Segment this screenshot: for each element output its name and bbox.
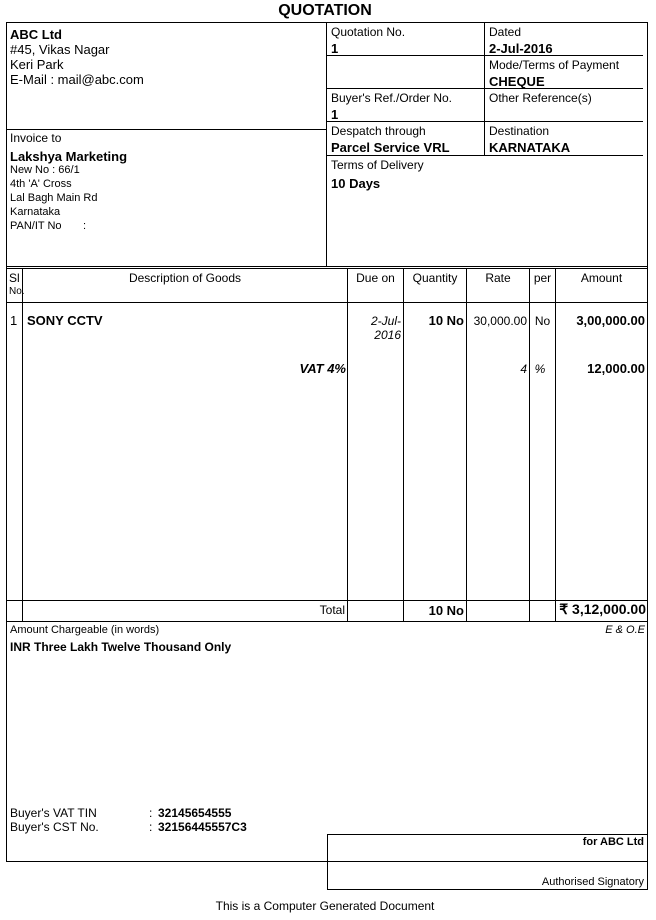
seller-address-line: #45, Vikas Nagar xyxy=(10,42,110,57)
row-description: SONY CCTV xyxy=(27,313,103,328)
fields-row-line-2 xyxy=(326,88,643,89)
cst-sep: : xyxy=(149,820,153,834)
header-amount: Amount xyxy=(580,271,623,285)
destination-label: Destination xyxy=(489,124,550,138)
terms-delivery-value: 10 Days xyxy=(331,176,381,191)
buyer-address-line: Lal Bagh Main Rd xyxy=(10,192,98,204)
payment-mode-label: Mode/Terms of Payment xyxy=(489,58,620,72)
seller-block xyxy=(10,27,144,87)
amount-words-value: INR Three Lakh Twelve Thousand Only xyxy=(10,640,232,654)
row-per: No xyxy=(534,314,551,328)
frame-left xyxy=(6,22,7,862)
frame-top xyxy=(6,22,648,23)
buyer-address-line: Karnataka xyxy=(10,206,61,218)
destination-value: KARNATAKA xyxy=(489,140,571,155)
vat-label: VAT 4% xyxy=(299,361,346,376)
footer-note: This is a Computer Generated Document xyxy=(215,899,435,913)
total-quantity: 10 No xyxy=(428,603,464,618)
buyer-pan-label: PAN/IT No : xyxy=(10,220,87,232)
vat-tin-sep: : xyxy=(149,806,153,820)
despatch-value: Parcel Service VRL xyxy=(331,140,450,155)
header-description: Description of Goods xyxy=(128,271,242,285)
fields-divider xyxy=(484,22,485,156)
signature-box-right xyxy=(647,861,648,890)
total-label: Total xyxy=(319,603,345,617)
row-amount: 3,00,000.00 xyxy=(576,313,645,328)
total-amount-cell xyxy=(556,601,646,617)
for-company-label: for ABC Ltd xyxy=(582,836,644,848)
vat-tin-label: Buyer's VAT TIN xyxy=(10,806,97,820)
row-sl: 1 xyxy=(10,313,18,328)
eoe-label: E & O.E xyxy=(605,624,645,636)
header-sl: Sl xyxy=(9,271,20,285)
authorised-signatory: Authorised Signatory xyxy=(541,876,644,888)
other-ref-label: Other Reference(s) xyxy=(489,91,592,105)
buyer-name: Lakshya Marketing xyxy=(10,149,128,164)
fields-row-line-3 xyxy=(326,121,643,122)
signature-box-left-lower xyxy=(327,861,328,890)
signature-box-bottom xyxy=(327,889,648,890)
table-top-line xyxy=(6,268,648,269)
buyer-address-line: 4th 'A' Cross xyxy=(10,178,72,190)
buyers-ref-label: Buyer's Ref./Order No. xyxy=(331,91,452,105)
invoice-to-block xyxy=(10,131,127,233)
frame-right xyxy=(647,22,648,862)
invoice-to-label: Invoice to xyxy=(10,131,62,145)
table-total-top-line xyxy=(6,600,648,601)
dated-label: Dated xyxy=(489,25,522,39)
total-amount: 3,12,000.00 xyxy=(572,601,646,617)
signature-box-left xyxy=(327,834,328,862)
rupee-icon: ₹ xyxy=(559,601,569,617)
cst-value: 32156445557C3 xyxy=(158,820,247,834)
quotation-no-value: 1 xyxy=(331,41,339,56)
terms-delivery-label: Terms of Delivery xyxy=(331,158,424,172)
header-bottom-line xyxy=(6,266,648,267)
row-due-on: 2-Jul-2016 xyxy=(370,314,401,342)
fields-row-line-4 xyxy=(326,155,643,156)
cst-label: Buyer's CST No. xyxy=(10,820,99,834)
table-total-bottom-line xyxy=(6,621,648,622)
amount-words-label: Amount Chargeable (in words) xyxy=(10,624,160,636)
header-no: No. xyxy=(9,286,25,297)
header-per: per xyxy=(533,271,552,285)
signature-box-top xyxy=(327,834,648,835)
vat-per: % xyxy=(534,362,546,376)
row-quantity: 10 No xyxy=(428,313,464,328)
header-quantity: Quantity xyxy=(412,271,458,285)
quotation-no-label: Quotation No. xyxy=(331,25,406,39)
buyers-ref-value: 1 xyxy=(331,107,339,122)
dated-value: 2-Jul-2016 xyxy=(489,41,553,56)
seller-email: E-Mail : mail@abc.com xyxy=(10,72,144,87)
row-rate: 30,000.00 xyxy=(473,314,527,328)
header-due-on: Due on xyxy=(356,271,395,285)
vat-tin-value: 32145654555 xyxy=(158,806,232,820)
vat-amount: 12,000.00 xyxy=(587,361,645,376)
seller-buyer-divider xyxy=(6,129,326,130)
header-rate: Rate xyxy=(485,271,511,285)
document-title: QUOTATION xyxy=(278,2,372,19)
header-divider xyxy=(326,22,327,267)
col-sep-sl xyxy=(22,268,23,621)
fields-row-line-1 xyxy=(326,55,643,56)
buyer-address-line: New No : 66/1 xyxy=(10,164,80,176)
seller-address-line: Keri Park xyxy=(10,57,64,72)
vat-rate: 4 xyxy=(520,362,527,376)
payment-mode-value: CHEQUE xyxy=(489,74,545,89)
table-header-bottom-line xyxy=(6,302,648,303)
despatch-label: Despatch through xyxy=(331,124,426,138)
seller-name: ABC Ltd xyxy=(10,27,62,42)
